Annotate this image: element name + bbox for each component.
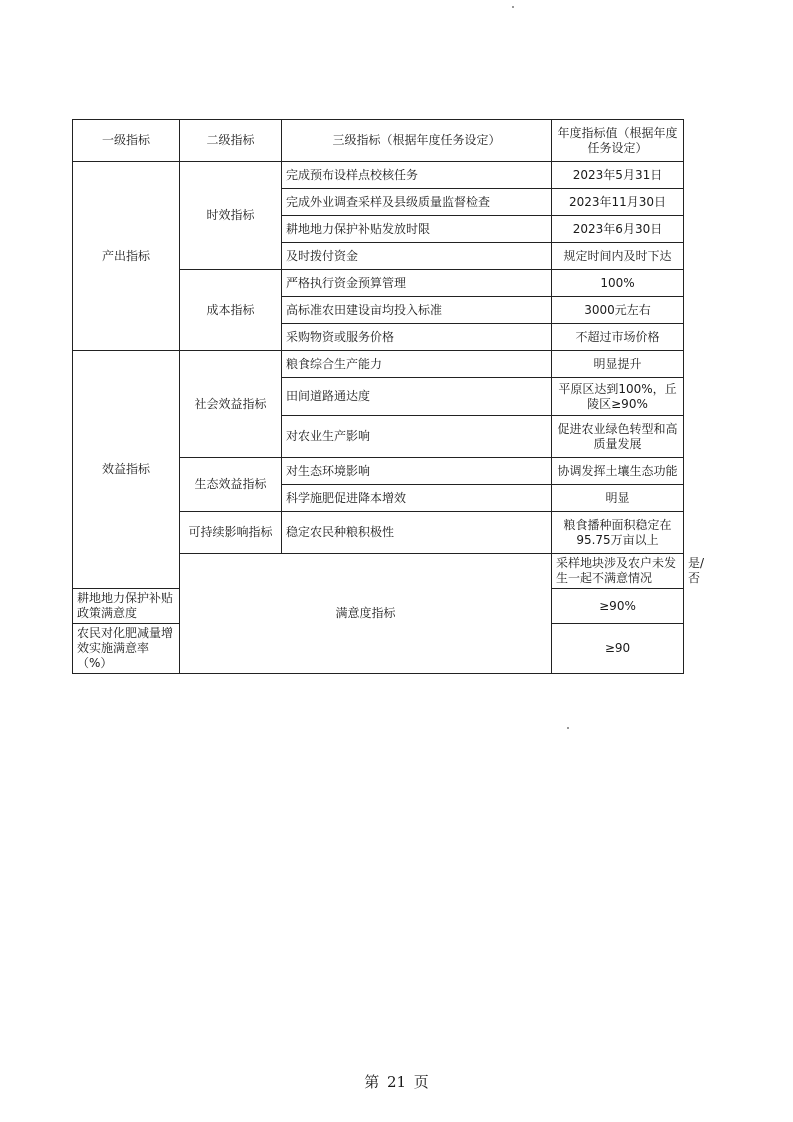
value-cell: 规定时间内及时下达 bbox=[552, 243, 684, 270]
indicator-cell: 完成外业调查采样及县级质量监督检查 bbox=[282, 189, 552, 216]
indicator-cell: 严格执行资金预算管理 bbox=[282, 270, 552, 297]
value-cell: 不超过市场价格 bbox=[552, 324, 684, 351]
indicator-cell: 及时拨付资金 bbox=[282, 243, 552, 270]
indicator-cell: 田间道路通达度 bbox=[282, 378, 552, 416]
value-cell: 促进农业绿色转型和高质量发展 bbox=[552, 416, 684, 458]
value-cell: 2023年11月30日 bbox=[552, 189, 684, 216]
value-cell: 100% bbox=[552, 270, 684, 297]
group-output: 产出指标 bbox=[73, 162, 180, 351]
subgroup-eco: 生态效益指标 bbox=[180, 458, 282, 512]
value-cell: 2023年5月31日 bbox=[552, 162, 684, 189]
subgroup-cost: 成本指标 bbox=[180, 270, 282, 351]
performance-indicator-sheet bbox=[72, 119, 705, 674]
indicator-cell: 耕地地力保护补贴发放时限 bbox=[282, 216, 552, 243]
value-cell: 协调发挥土壤生态功能 bbox=[552, 458, 684, 485]
subgroup-timeliness: 时效指标 bbox=[180, 162, 282, 270]
value-cell: 平原区达到100%，丘陵区≥90% bbox=[552, 378, 684, 416]
group-satisfaction: 满意度指标 bbox=[180, 554, 552, 674]
indicator-table bbox=[72, 119, 705, 674]
indicator-cell: 高标准农田建设亩均投入标准 bbox=[282, 297, 552, 324]
header-annual-value: 年度指标值（根据年度任务设定） bbox=[552, 120, 684, 162]
indicator-cell: 采购物资或服务价格 bbox=[282, 324, 552, 351]
subgroup-sustain: 可持续影响指标 bbox=[180, 512, 282, 554]
value-cell: ≥90 bbox=[552, 624, 684, 674]
value-cell: 3000元左右 bbox=[552, 297, 684, 324]
value-cell: 明显提升 bbox=[552, 351, 684, 378]
table-row: 满意度指标 采样地块涉及农户未发生一起不满意情况 是/否 bbox=[73, 554, 684, 589]
value-cell: 明显 bbox=[552, 485, 684, 512]
table-row bbox=[73, 351, 684, 378]
indicator-cell: 科学施肥促进降本增效 bbox=[282, 485, 552, 512]
indicator-cell: 粮食综合生产能力 bbox=[282, 351, 552, 378]
indicator-cell: 对农业生产影响 bbox=[282, 416, 552, 458]
indicator-cell: 采样地块涉及农户未发生一起不满意情况 bbox=[552, 554, 684, 589]
header-row bbox=[73, 120, 684, 162]
header-level2: 二级指标 bbox=[180, 120, 282, 162]
indicator-cell: 耕地地力保护补贴政策满意度 bbox=[73, 589, 180, 624]
scan-speck bbox=[512, 6, 514, 8]
scan-speck bbox=[567, 727, 569, 729]
header-level3: 三级指标（根据年度任务设定） bbox=[282, 120, 552, 162]
indicator-cell: 稳定农民种粮积极性 bbox=[282, 512, 552, 554]
indicator-cell: 完成预布设样点校核任务 bbox=[282, 162, 552, 189]
value-cell: 粮食播种面积稳定在95.75万亩以上 bbox=[552, 512, 684, 554]
value-cell: ≥90% bbox=[552, 589, 684, 624]
value-cell: 2023年6月30日 bbox=[552, 216, 684, 243]
indicator-cell: 农民对化肥减量增效实施满意率（%） bbox=[73, 624, 180, 674]
page-number: 第 21 页 bbox=[364, 1073, 429, 1091]
group-benefit: 效益指标 bbox=[73, 351, 180, 589]
table-row bbox=[73, 162, 684, 189]
indicator-cell: 对生态环境影响 bbox=[282, 458, 552, 485]
subgroup-social: 社会效益指标 bbox=[180, 351, 282, 458]
header-level1: 一级指标 bbox=[73, 120, 180, 162]
